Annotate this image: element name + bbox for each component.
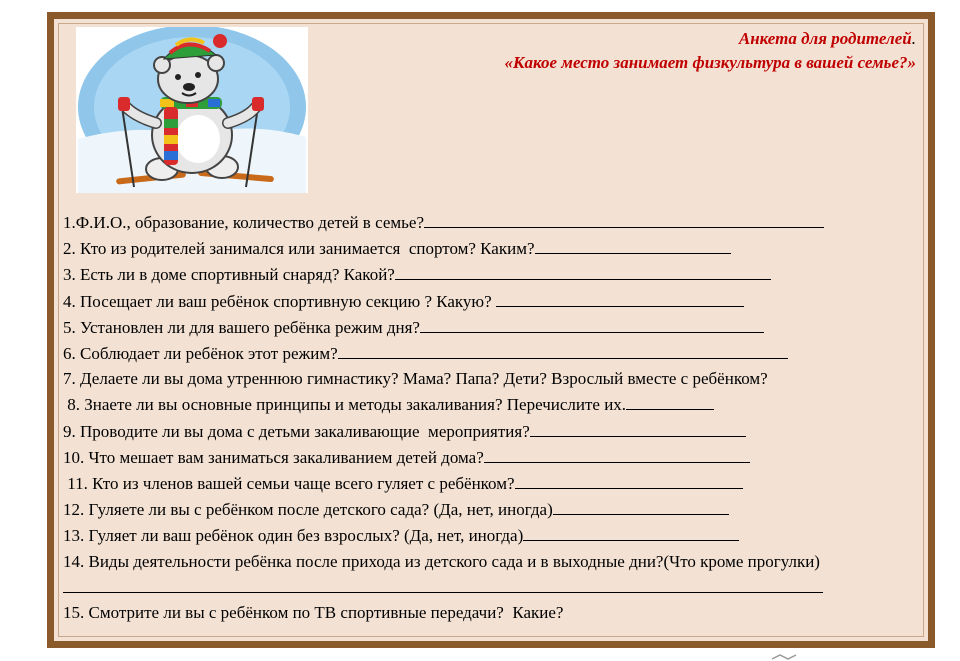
answer-line[interactable]	[553, 496, 729, 515]
question-text: 15. Смотрите ли вы с ребёнком по ТВ спортивные передачи? Какие?	[63, 603, 564, 623]
answer-line[interactable]	[535, 235, 731, 254]
question-item	[63, 391, 923, 417]
question-text: 14. Виды деятельности ребёнка после прихода из детского сада и в выходные дни?(Что кроме прогулки)	[63, 551, 825, 571]
title-period: .	[911, 29, 916, 48]
question-item	[63, 418, 923, 444]
question-item	[63, 522, 923, 548]
answer-line[interactable]	[523, 522, 739, 541]
question-text: 4. Посещает ли ваш ребёнок спортивную секцию ? Какую?	[63, 291, 496, 311]
answer-line[interactable]	[515, 470, 743, 489]
polar-bear-icon	[76, 27, 308, 193]
question-list	[63, 209, 923, 625]
answer-line[interactable]	[395, 261, 771, 280]
question-text: 11. Кто из членов вашей семьи чаще всего гуляет с ребёнком?	[63, 474, 515, 494]
answer-line[interactable]	[424, 209, 824, 228]
answer-line[interactable]	[484, 444, 750, 463]
answer-line[interactable]	[63, 574, 823, 593]
question-text: 6. Соблюдает ли ребёнок этот режим?	[63, 344, 338, 364]
slide-corner-mark-icon	[770, 653, 800, 661]
question-text: 8. Знаете ли вы основные принципы и методы закаливания? Перечислите их.	[63, 395, 627, 415]
question-item	[63, 288, 923, 314]
question-text: 9. Проводите ли вы дома с детьми закаливающие мероприятия?	[63, 421, 530, 441]
question-text: 1.Ф.И.О., образование, количество детей в семье?	[63, 213, 424, 232]
question-item	[63, 366, 923, 391]
questionnaire-subtitle: «Какое место занимает физкультура в вашей семье?»	[504, 53, 916, 72]
question-text: 2. Кто из родителей занимался или занимается спортом? Каким?	[63, 239, 535, 259]
answer-line[interactable]	[496, 288, 744, 307]
question-item	[63, 600, 923, 625]
question-item	[63, 340, 923, 366]
question-item	[63, 261, 923, 287]
polar-bear-skiing-illustration	[76, 27, 308, 193]
answer-line[interactable]	[420, 314, 764, 333]
question-item	[63, 549, 923, 600]
question-item	[63, 496, 923, 522]
answer-line[interactable]	[626, 391, 714, 410]
questionnaire-header	[505, 27, 917, 75]
question-item	[63, 314, 923, 340]
question-item	[63, 235, 923, 261]
question-text: 10. Что мешает вам заниматься закаливанием детей дома?	[63, 447, 484, 467]
question-text: 13. Гуляет ли ваш ребёнок один без взрослых? (Да, нет, иногда)	[63, 526, 524, 546]
question-item	[63, 444, 923, 470]
question-item	[63, 470, 923, 496]
questionnaire-title-line	[505, 27, 917, 51]
question-item	[63, 209, 923, 235]
question-text: 7. Делаете ли вы дома утреннюю гимнастику? Мама? Папа? Дети? Взрослый вместе с ребёнком?	[63, 369, 768, 389]
question-text: 3. Есть ли в доме спортивный снаряд? Какой?	[63, 265, 395, 285]
questionnaire-title: Анкета для родителей	[738, 29, 912, 48]
question-text: 5. Установлен ли для вашего ребёнка режим дня?	[63, 317, 420, 337]
answer-line[interactable]	[338, 340, 788, 359]
question-text: 12. Гуляете ли вы с ребёнком после детского сада? (Да, нет, иногда)	[63, 500, 553, 520]
answer-line[interactable]	[530, 418, 746, 437]
worksheet-frame	[47, 12, 935, 648]
